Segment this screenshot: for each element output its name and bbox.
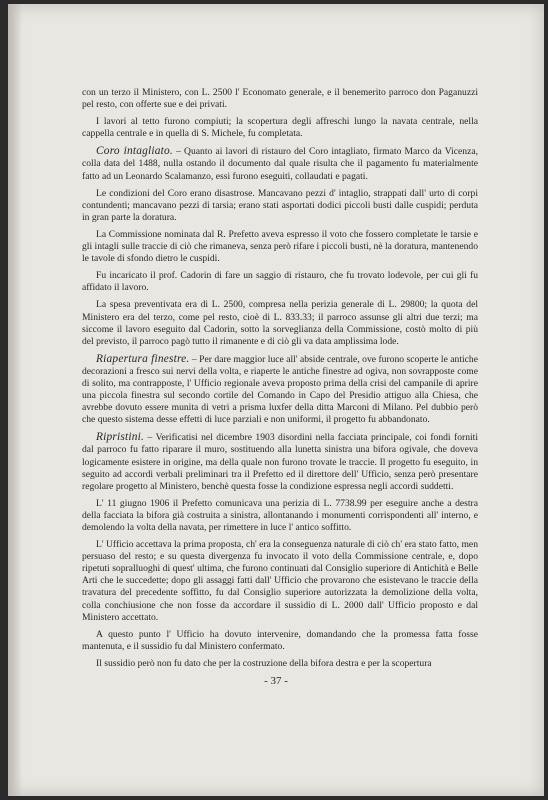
paragraph-coro-intagliato: Coro intagliato. – Quanto ai lavori di ristauro del Coro intagliato, firmato Marco da Vicenza, colla data del 1488, nulla ostando il documento dal quale risulta che il pagamento fu materialmente fatto ad un Leonardo Scalamanzo, essi furono eseguiti, collaudati e pagati.	[82, 145, 478, 182]
paragraph: Il sussidio però non fu dato che per la costruzione della bifora destra e per la scopertura	[96, 657, 432, 669]
paragraph: con un terzo il Ministero, con L. 2500 l' Economato generale, e il benemerito parroco don Paganuzzi pel resto, con offerte sue e dei privati.	[82, 87, 478, 111]
paragraph: La Commissione nominata dal R. Prefetto aveva espresso il voto che fossero completate le tarsie e gli intagli sulle traccie di ciò che rimaneva, senza però rifare i piccoli busti, nè la doratura, mantenendo le tavole di sfondo dietro le cuspidi.	[82, 228, 478, 265]
paragraph: La spesa preventivata era di L. 2500, compresa nella perizia generale di L. 29800; la quota del Ministero era del terzo, come pel resto, cioè di L. 833.33; il parroco assunse gli altri due terzi; ma siccome il lavoro eseguito dal Cadorin, sotto la sorveglianza della Commissione, costò molto di più del previsto, il parroco pagò tutto il rimanente e di ciò gli va data amplissima lode.	[82, 299, 478, 347]
section-heading: Ripristini.	[96, 431, 145, 444]
section-heading: Riapertura finestre.	[96, 352, 190, 365]
section-heading: Coro intagliato.	[96, 145, 173, 158]
paragraph: L' 11 giugno 1906 il Prefetto comunicava una perizia di L. 7738.99 per eseguire anche a destra della facciata la bifora già costruita a sinistra, allontanando i monumenti corrispondenti all' interno, e demolendo la volta della navata, per rimettere in luce l' antico soffitto.	[82, 497, 478, 533]
document-page	[8, 4, 544, 796]
page-number: - 37 -	[264, 675, 288, 687]
paragraph: L' Ufficio accettava la prima proposta, ch' era la conseguenza naturale di ciò ch' era stato fatto, men persuaso del resto; e su questa divergenza fu invocato il voto della Commissione centrale, e, dopo ripetuti sopralluoghi di quest' ultima, che furono continuati dal Consiglio superiore di Antichità e Belle Arti che le succedette; dopo gli assaggi fatti dall' Ufficio che provarono che esistevano le traccie della travatura del precedente soffitto, fu dal Consiglio superiore autorizzata la demolizione della volta, colla conchiusione che non fosse da accordare il sussidio di L. 2000 dall' Ufficio proposto e dal Ministero accettato.	[82, 539, 478, 623]
paragraph: Fu incaricato il prof. Cadorin di fare un saggio di ristauro, che fu trovato lodevole, per cui gli fu affidato il lavoro.	[82, 270, 478, 294]
paragraph-ripristini: Ripristini. – Verificatisi nel dicembre 1903 disordini nella facciata principale, coi fondi forniti dal parroco fu fatto riparare il muro, sostituendo alla lunetta sinistra una bifora ogivale, che doveva logicamente esistere in origine, ma della quale non furono trovate le traccie. Il progetto fu eseguito, in seguito ad accordi verbali preliminari tra il Prefetto ed il direttore dell' Ufficio, senza però presentare regolare progetto al Ministero, benchè questa fosse la condizione espressa negli accordi suddetti.	[82, 431, 478, 492]
body-text	[82, 87, 478, 675]
paragraph: A questo punto l' Ufficio ha dovuto intervenire, domandando che la promessa fatta fosse mantenuta, e il sussidio fu dal Ministero confermato.	[82, 628, 478, 652]
paragraph: I lavori al tetto furono compiuti; la scopertura degli affreschi lungo la navata centrale, nella cappella centrale e in quella di S. Michele, fu completata.	[82, 116, 478, 140]
paragraph-riapertura-finestre: Riapertura finestre. – Per dare maggior luce all' abside centrale, ove furono scoperte le antiche decorazioni a fresco sui nervi della volta, e riaperte le antiche finestre ad ogiva, non sovrapposte come di solito, ma contrapposte, l' Ufficio regionale aveva proposto prima della crisi del campanile di aprire una piccola finestra sul secondo cortile del Comando in Capo del Presidio attiguo alla Chiesa, che avrebbe dovuto essere munita di vetri a prisma luxfer della ditta Marconi di Milano. Pel dubbio però che questo sistema desse effetti di luce parziali e non uniformi, il progetto fu abbandonato.	[82, 352, 478, 426]
paragraph: Le condizioni del Coro erano disastrose. Mancavano pezzi d' intaglio, strappati dall' urto di corpi contundenti; mancavano pezzi di tarsia; erano stati asportati dodici piccoli busti dalle cuspidi; perduta in gran parte la doratura.	[82, 187, 478, 223]
